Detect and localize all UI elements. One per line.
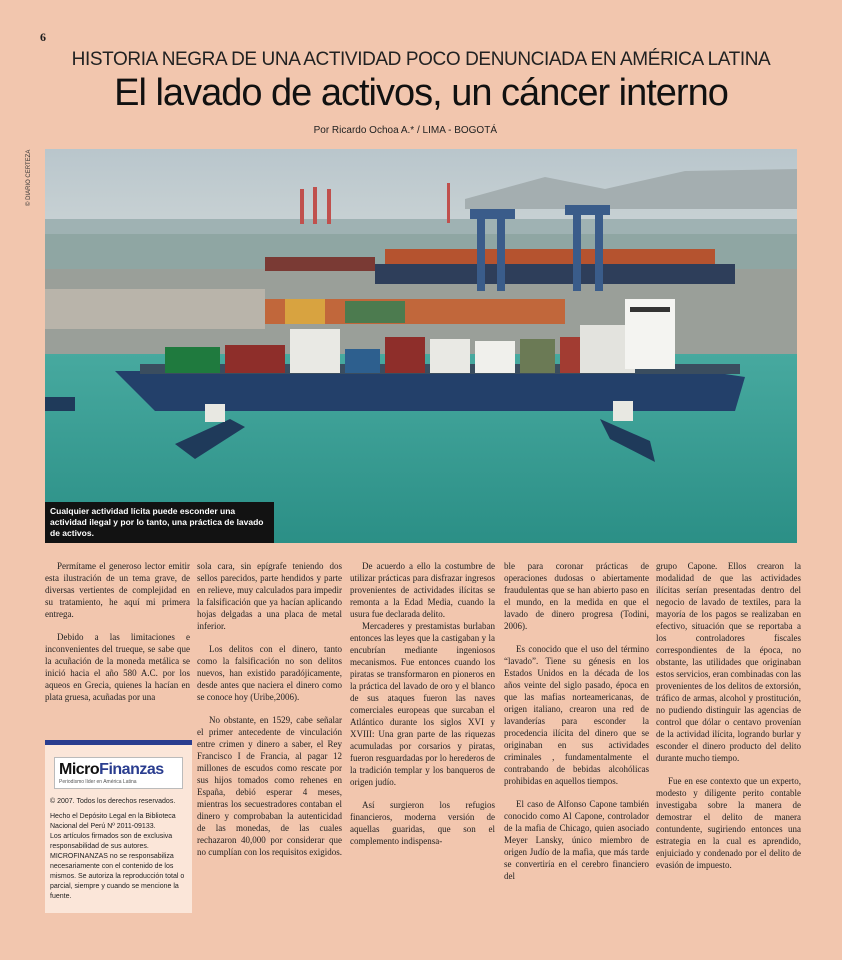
paragraph: ble para coronar prácticas de operaciones dudosas o abiertamente fraudulentas que se han abierto paso en el mundo, en la medida en que el lavado de dinero progresa (Todini, 2006). (504, 561, 649, 631)
paragraph: Es conocido que el uso del término “lavado”. Tiene su génesis en los Estados Unidos en la década de los años veinte del siglo pasado, época en que las mafias norteamericanas, de origen italiano, crearon una red de lavanderías para esconder la procedencia ilícita del dinero que se originaban en sus actividades criminales , fundamentalmente el contrabando de bebidas alcohólicas prohibidas en aquellos tiempos. (504, 644, 649, 786)
disclaimer: MICROFINANZAS no se responsabiliza necesariamente con el contenido de los mismos. Se autoriza la reproducción total o parcial, siempre y cuando se mencione la fuente. (50, 853, 185, 900)
paragraph: El caso de Alfonso Capone también conocido como Al Capone, controlador de la mafia de Chicago, quien asociado Meyer Lansky, único miembro de origen Judío de la mafia, que más tarde se convertiría en el cerebro financiero del (504, 799, 649, 881)
signed-articles-note: Los artículos firmados son de exclusiva responsabilidad de sus autores. (50, 833, 173, 850)
article-column-4 (504, 560, 649, 893)
kicker: HISTORIA NEGRA DE UNA ACTIVIDAD POCO DENUNCIADA EN AMÉRICA LATINA (71, 49, 771, 70)
article-column-2 (197, 560, 342, 869)
port-photo-illustration (45, 149, 797, 543)
paragraph: Los delitos con el dinero, tanto como la falsificación no son delitos nuevos, han existido paradójicamente, desde antes que naciera el dinero como se conoce hoy (Uribe,2006). (197, 644, 342, 702)
photo-credit: © DIARIO CERTEZA (26, 149, 32, 206)
paragraph: No obstante, en 1529, cabe señalar el primer antecedente de vinculación entre crimen y dinero a saber, el Rey Francisco I de Francia, al pagar 12 millones de escudos como rescate por sus hijos tomados como rehenes en España, debió esperar 4 meses, mientras los secuestradores contaban el dinero y comprobaban la autenticidad de las monedas, de las cuales rechazaron 40,000 por considerar que no cumplían con los requisitos exigidos. (197, 715, 342, 857)
photo-caption: Cualquier actividad lícita puede esconder una actividad ilegal y por lo tanto, una práctica de lavado de activos. (45, 502, 274, 543)
page-number: 6 (40, 30, 46, 44)
paragraph: sola cara, sin epígrafe teniendo dos sellos parecidos, parte hendidos y parte en relieve, muy calculados para impedir la falsificación que ya hacían aplicando hojas delgadas a una placa de metal inferior. (197, 561, 342, 631)
byline: Por Ricardo Ochoa A.* / LIMA - BOGOTÁ (313, 125, 497, 136)
port-photo (45, 149, 797, 543)
paragraph: De acuerdo a ello la costumbre de utilizar prácticas para disfrazar ingresos provenientes de actividades ilícitas se remonta a la Edad Media, cuando la usura fue declarada delito. (350, 561, 495, 619)
article-column-1 (45, 560, 190, 714)
paragraph: Así surgieron los refugios financieros, moderna versión de aquellas guaridas, que son el complemento indispensa- (350, 800, 495, 846)
microfinanzas-logo: MicroFinanzas Periodismo líder en América Latina (54, 757, 183, 789)
paragraph: Fue en ese contexto que un experto, modesto y diligente perito contable investigaba sobre la manera de demostrar el delito de manera contundente, sugiriendo entonces una estrategia en la cual es aprendido, enjuiciado y condenado por el delito de evasión de impuesto. (656, 776, 801, 870)
paragraph: grupo Capone. Ellos crearon la modalidad de que las actividades ilícitas serían presentadas dentro del negocio de lavado de textiles, para la mayoría de los pagos se realizaban en efectivo, situación que se reportaba a los controladores fiscales correspondientes de la época, no obstante, las utilidades que originaban estos servicios, eran combinadas con las provenientes de los delitos de extorsión, tráfico de armas, alcohol y prostitución, no pudiendo distinguir las agencias de control que dólar o centavo provenían de la actividad ilícita, logrando burlar y esconder el dinero producto del delito durante mucho tiempo. (656, 561, 801, 763)
copyright: © 2007. Todos los derechos reservados. (50, 798, 176, 805)
headline: El lavado de activos, un cáncer interno (114, 72, 728, 114)
article-column-3 (350, 560, 495, 858)
paragraph: Mercaderes y prestamistas burlaban entonces las leyes que la castigaban y la encubrían mediante ingeniosos mecanismos. Fue entonces cuando los piratas se transformaron en pioneros en la práctica del lavado de oro y el blanco de sus ataques fueron las naves comerciales europeas que surcaban el Atlántico durante los siglos XVI y XVIII: Una gran parte de las riquezas acumuladas por corsarios y piratas, fueron resguardadas por lo herederos de la tradición templar y los banqueros de origen judío. (350, 621, 495, 787)
paragraph: Debido a las limitaciones e inconvenientes del trueque, se sabe que la acuñación de la moneda metálica se inició hacia el año 580 A.C. por los aqueos en Grecia, quienes la hacían en plata gruesa, acuñadas por una (45, 632, 190, 702)
legal-deposit: Hecho el Depósito Legal en la Biblioteca Nacional del Perú Nº 2011-09133. (50, 813, 176, 830)
publisher-box (45, 740, 192, 913)
article-column-5 (656, 560, 801, 882)
paragraph: Permítame el generoso lector emitir esta ilustración de un tema grave, de diversas vertientes de complejidad en su tratamiento, he aquí mi primera entrega. (45, 561, 190, 619)
